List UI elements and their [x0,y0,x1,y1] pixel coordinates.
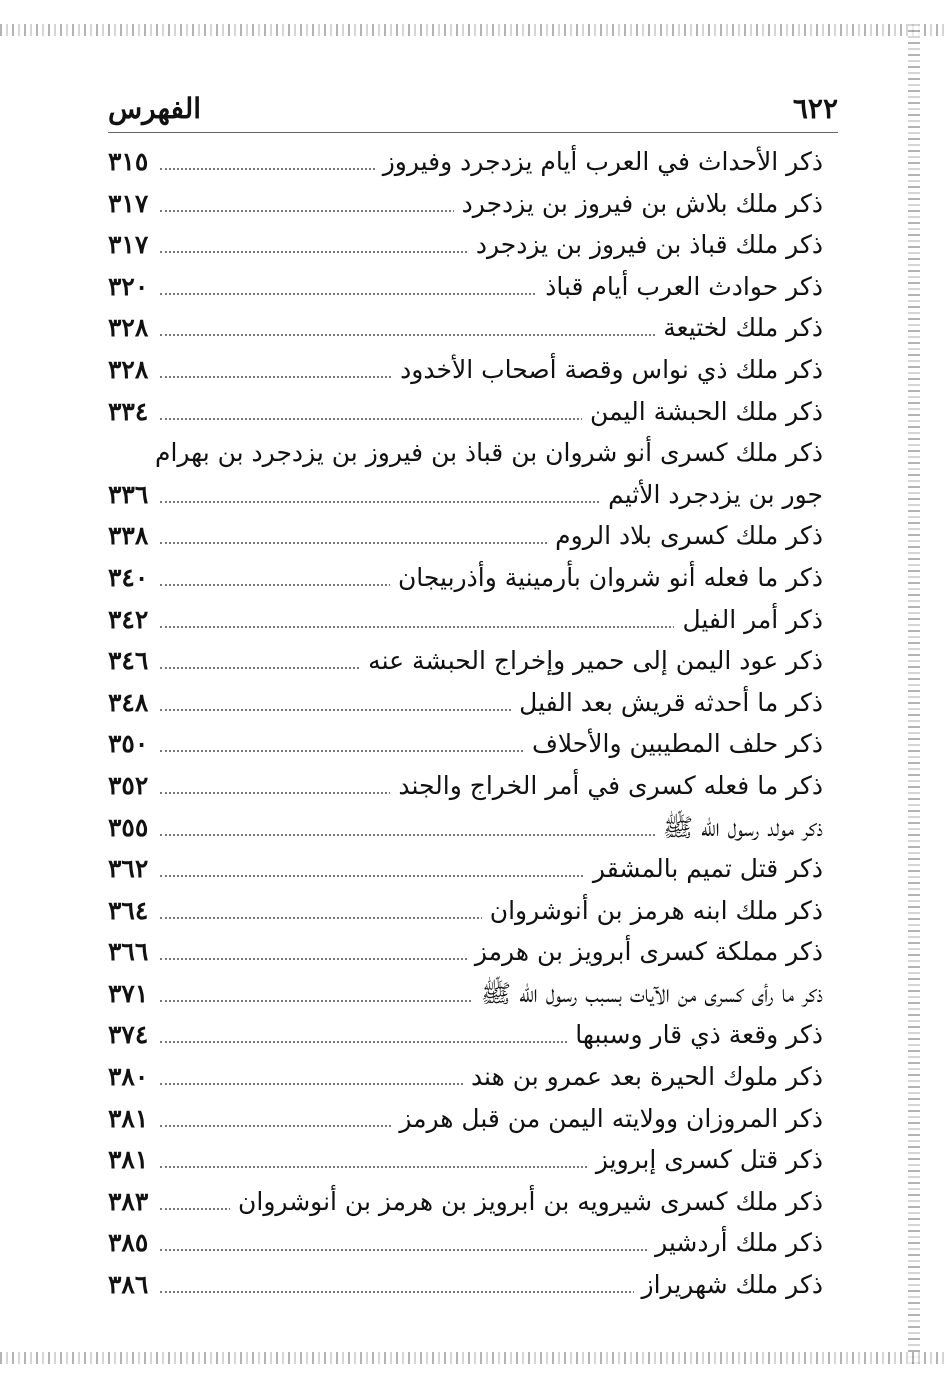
entry-page-number: ٣٦٦ [108,937,149,967]
entry-title: ذكر ملك ذي نواس وقصة أصحاب الأخدود [392,349,823,391]
entry-title: ذكر المروزان وولايته اليمن من قبل هرمز [391,1098,823,1140]
entry-page-number: ٣٣٤ [108,396,149,426]
index-entry [108,973,823,1015]
index-entry [108,391,823,433]
entry-page-number: ٣٤٨ [108,687,149,717]
index-entry [108,890,823,932]
entry-page-number: ٣٨١ [108,1145,149,1175]
entry-title: ذكر ملك لختيعة [655,307,823,349]
entry-title: ذكر وقعة ذي قار وسببها [567,1014,823,1056]
entry-page-number: ٣٧١ [108,978,149,1008]
entry-page-number: ٣٧٤ [108,1020,149,1050]
entry-title: ذكر ما أحدثه قريش بعد الفيل [511,682,823,724]
index-entry [108,432,823,474]
index-entry [108,1264,823,1306]
entry-title: ذكر ملك الحبشة اليمن [582,391,823,433]
entry-page-number: ٣٦٢ [108,854,149,884]
entry-page-number: ٣٥٥ [108,812,149,842]
entry-title: ذكر ملك شهريراز [634,1264,824,1306]
index-entry [108,515,823,557]
index-entry [108,349,823,391]
index-entry [108,1056,823,1098]
entry-page-number: ٣٨١ [108,1103,149,1133]
entry-page-number: ٣٥٢ [108,770,149,800]
index-entry [108,723,823,765]
entry-title: ذكر عود اليمن إلى حمير وإخراج الحبشة عنه [360,640,823,682]
index-entry [108,266,823,308]
entry-title: ذكر أمر الفيل [674,599,823,641]
entry-title: ذكر حلف المطيبين والأحلاف [524,723,823,765]
entry-page-number: ٣١٥ [108,147,149,176]
entry-page-number: ٣١٧ [108,188,149,218]
entry-page-number: ٣٦٤ [108,895,149,925]
index-entry [108,1014,823,1056]
index-entry [108,1139,823,1181]
entry-title: جور بن يزدجرد الأثيم [600,474,823,516]
index-entry [108,1098,823,1140]
index-entry [108,807,823,849]
entry-page-number: ٣٨٠ [108,1062,149,1092]
entry-page-number: ٣٢٨ [108,354,149,384]
entry-title: ذكر ملك كسرى أنو شروان بن قباذ بن فيروز بن يزدجرد بن بهرام [147,432,823,474]
index-entry [108,474,823,516]
entry-title: ذكر ملك ابنه هرمز بن أنوشروان [482,890,823,932]
entry-page-number: ٣٨٥ [108,1228,149,1258]
header-rule [108,132,838,133]
ornamental-border-top [0,24,947,36]
entry-title: ذكر ملك قباذ بن فيروز بن يزدجرد [468,224,823,266]
entry-page-number: ٣١٧ [108,230,149,260]
entry-page-number: ٣٨٦ [108,1270,149,1300]
index-entry [108,848,823,890]
index-entry [108,640,823,682]
entry-title: ذكر مولد رسول الله ﷺ [655,807,823,849]
index-entry [108,599,823,641]
index-list [108,141,823,1306]
page-number: ٦٢٢ [792,92,838,125]
index-entry [108,931,823,973]
entry-page-number: ٣٨٣ [108,1186,149,1216]
ornamental-border-right [908,24,920,1364]
index-entry [108,682,823,724]
entry-title: ذكر ما رأى كسرى من الآيات بسبب رسول الله ﷺ [473,973,823,1015]
entry-title: ذكر قتل كسرى إبرويز [588,1139,823,1181]
entry-page-number: ٣٣٦ [108,479,149,509]
entry-title: ذكر حوادث العرب أيام قباذ [537,266,823,308]
index-entry [108,224,823,266]
index-entry [108,1181,823,1223]
entry-title: ذكر ملوك الحيرة بعد عمرو بن هند [463,1056,823,1098]
entry-page-number: ٣٤٠ [108,562,149,592]
entry-page-number: ٣٥٠ [108,729,149,759]
index-entry [108,141,823,183]
entry-title: ذكر مملكة كسرى أبرويز بن هرمز [467,931,823,973]
ornamental-border-bottom [0,1352,947,1364]
index-entry [108,557,823,599]
entry-title: ذكر ملك كسرى شيرويه بن أبرويز بن هرمز بن أنوشروان [230,1181,823,1223]
entry-page-number: ٣٤٢ [108,604,149,634]
index-entry [108,183,823,225]
entry-title: ذكر ما فعله أنو شروان بأرمينية وأذربيجان [390,557,823,599]
index-title: الفهرس [108,92,202,125]
index-entry [108,307,823,349]
entry-page-number: ٣٤٦ [108,646,149,676]
index-entry [108,1222,823,1264]
index-entry [108,765,823,807]
entry-title: ذكر الأحداث في العرب أيام يزدجرد وفيروز [375,141,823,183]
entry-page-number: ٣٢٠ [108,271,149,301]
entry-title: ذكر ملك أردشير [647,1222,823,1264]
entry-title: ذكر ملك بلاش بن فيروز بن يزدجرد [454,183,823,225]
entry-title: ذكر قتل تميم بالمشقر [585,848,823,890]
entry-title: ذكر ملك كسرى بلاد الروم [547,515,823,557]
entry-page-number: ٣٣٨ [108,521,149,551]
page-header [108,88,838,128]
entry-title: ذكر ما فعله كسرى في أمر الخراج والجند [390,765,823,807]
entry-page-number: ٣٢٨ [108,313,149,343]
